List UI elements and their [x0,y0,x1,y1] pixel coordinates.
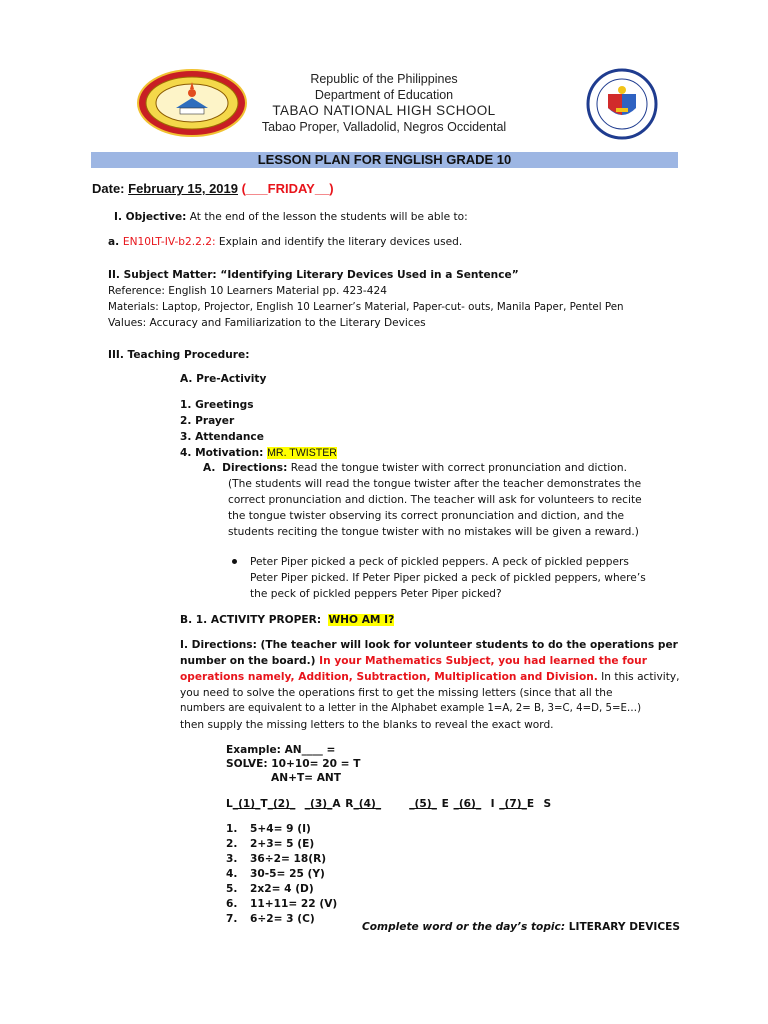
subject-values: Values: Accuracy and Familiarization to the Literary Devices [108,317,426,329]
step-greetings: 1. Greetings [180,399,254,411]
motivation-label: 4. Motivation: [180,447,264,459]
example-line-3: AN+T= ANT [271,772,342,784]
puzzle-letter-e1: E [441,798,449,810]
equation-item [226,822,337,837]
equation-text: 2x2= 4 (D) [250,883,314,895]
puzzle-blank-4: _(4)_ [353,798,382,810]
equation-text: 30-5= 25 (Y) [250,868,325,880]
equation-item [226,912,337,927]
puzzle-letter-s: S [543,798,552,810]
date-label: Date: [92,181,125,196]
tongue-twister-line-1: Peter Piper picked a peck of pickled peppers. A peck of pickled peppers [250,556,629,568]
equation-number: 2. [226,838,238,850]
equation-text: 6÷2= 3 (C) [250,913,315,925]
subject-reference: Reference: English 10 Learners Material pp. 423-424 [108,285,387,297]
equation-number: 1. [226,823,238,835]
puzzle-line [226,796,551,812]
motivation-title: MR. TWISTER [267,447,337,459]
procedure-heading: III. Teaching Procedure: [108,349,250,361]
activity-heading-line [180,612,394,628]
equation-number: 7. [226,913,238,925]
activity-line-2 [180,653,647,669]
header-address: Tabao Proper, Valladolid, Negros Occidental [261,120,507,134]
equation-number: 5. [226,883,238,895]
activity-title: WHO AM I? [328,614,395,626]
directions-text: Read the tongue twister with correct pronunciation and diction. [287,462,627,474]
activity-line-6: then supply the missing letters to the blanks to reveal the exact word. [180,719,554,731]
lesson-plan-title: LESSON PLAN FOR ENGLISH GRADE 10 [257,152,512,167]
conclusion-line [362,919,680,935]
teacher-note-line-1: (The students will read the tongue twister after the teacher demonstrates the [228,478,642,490]
equation-text: 5+4= 9 (I) [250,823,311,835]
objective-label: I. Objective: [114,211,187,223]
directions-prefix: A. [203,462,216,474]
directions-label: Directions: [222,462,288,474]
puzzle-blank-2: _(2)_ [267,798,296,810]
equation-item [226,852,337,867]
teacher-note-line-2: correct pronunciation and diction. The teacher will ask for volunteers to recite [228,494,642,506]
activity-line-3-black: In this activity, [597,671,680,683]
equation-item [226,882,337,897]
date-line [92,181,334,196]
objective-text: At the end of the lesson the students will be able to: [186,211,468,223]
puzzle-letter-a: A [332,798,341,810]
equation-item [226,837,337,852]
puzzle-letter-t: T [260,798,268,810]
example-line-1: Example: AN____ = [226,744,336,756]
equation-item [226,867,337,882]
directions-line [203,460,627,476]
puzzle-blank-1: _(1)_ [232,798,261,810]
equation-number: 6. [226,898,238,910]
objective-item-text: Explain and identify the literary devices used. [215,236,463,248]
subject-materials: Materials: Laptop, Projector, English 10 Learner’s Material, Paper-cut- outs, Manila Paper, Pentel Pen [108,301,624,313]
equations-list [226,822,337,927]
puzzle-letter-e2: E [526,798,535,810]
teacher-note-line-4: students reciting the tongue twister with no mistakes will be given a reward.) [228,526,639,538]
puzzle-blank-3: _(3)_ [304,798,333,810]
bullet-icon [232,559,237,564]
example-line-2: SOLVE: 10+10= 20 = T [226,758,361,770]
activity-line-1: I. Directions: (The teacher will look for volunteer students to do the operations per [180,639,678,651]
step-motivation [180,445,337,461]
activity-line-4: you need to solve the operations first to get the missing letters (since that all the [180,687,613,699]
equation-item [226,897,337,912]
tongue-twister-line-2: Peter Piper picked. If Peter Piper picked a peck of pickled peppers, where’s [250,572,646,584]
step-prayer: 2. Prayer [180,415,235,427]
puzzle-blank-7: _(7)_ [499,798,527,810]
puzzle-blank-5: _(5)_ [409,798,437,810]
objective-line [114,209,468,225]
date-day: (___FRIDAY__) [241,181,334,196]
equation-number: 3. [226,853,238,865]
puzzle-letter-l: L [226,798,233,810]
step-attendance: 3. Attendance [180,431,264,443]
header-republic: Republic of the Philippines [310,72,458,86]
activity-heading: B. 1. ACTIVITY PROPER: [180,614,322,626]
equation-text: 11+11= 22 (V) [250,898,338,910]
activity-line-2-red: In your Mathematics Subject, you had learned the four [319,655,647,667]
subject-matter: II. Subject Matter: “Identifying Literary Devices Used in a Sentence” [108,269,519,281]
conclusion-label: Complete word or the day’s topic: [362,921,566,933]
competency-code: EN10LT-IV-b2.2.2: [122,236,216,248]
pre-activity-heading: A. Pre-Activity [180,373,267,385]
puzzle-blank-6: _(6)_ [453,798,482,810]
activity-line-3-red: operations namely, Addition, Subtraction, Multiplication and Division. [180,671,598,683]
objective-item [108,234,462,250]
equation-number: 4. [226,868,238,880]
activity-line-5: numbers are equivalent to a letter in the Alphabet example 1=A, 2= B, 3=C, 4=D, 5=E…) [180,703,642,714]
equation-text: 36÷2= 18(R) [250,853,327,865]
equation-text: 2+3= 5 (E) [250,838,315,850]
header-department: Department of Education [314,88,454,102]
objective-item-prefix: a. [108,236,123,248]
header-school-name: TABAO NATIONAL HIGH SCHOOL [272,103,496,118]
conclusion-value: LITERARY DEVICES [565,921,681,933]
puzzle-letter-i: I [490,798,495,810]
teacher-note-line-3: the tongue twister observing its correct pronunciation and diction, and the [228,510,625,522]
puzzle-letter-r: R [345,798,354,810]
date-value: February 15, 2019 [128,181,238,196]
activity-line-2-black: number on the board.) [180,655,320,667]
tongue-twister-line-3: the peck of pickled peppers Peter Piper picked? [250,588,502,600]
activity-line-3 [180,669,680,685]
